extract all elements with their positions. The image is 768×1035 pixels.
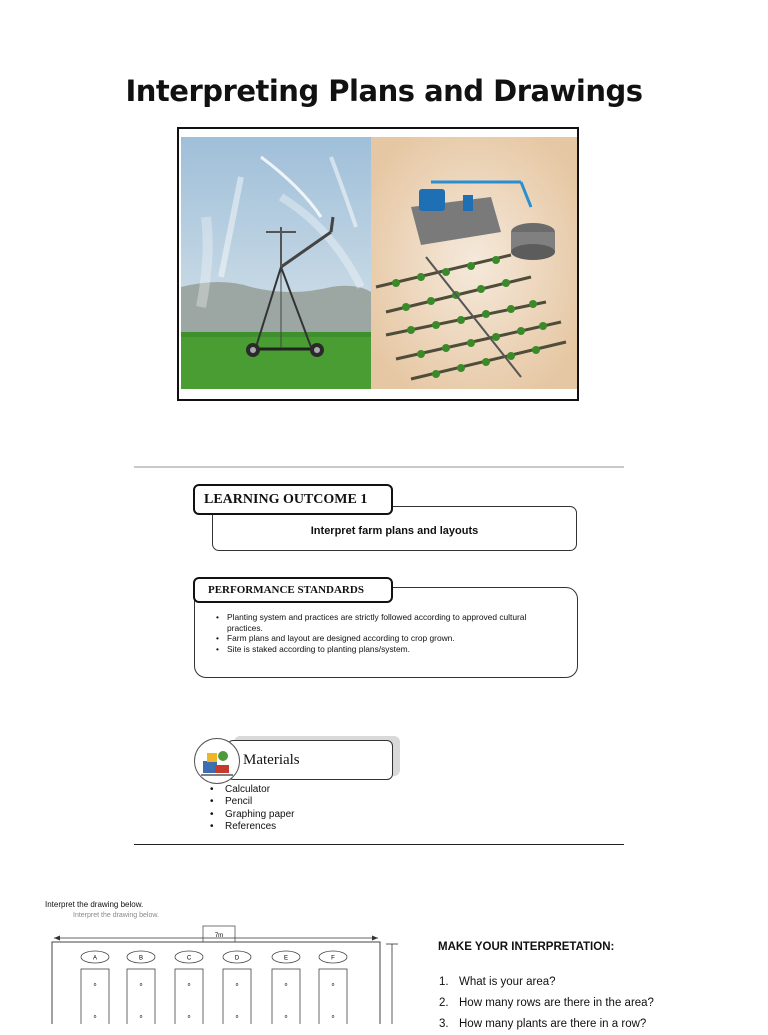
row-label: D xyxy=(234,955,240,962)
row-label: E xyxy=(283,955,289,962)
list-item: • Farm plans and layout are designed according to crop grown. xyxy=(216,633,556,644)
plant-mark: o xyxy=(284,982,288,988)
list-item: • References xyxy=(210,821,295,833)
question-list xyxy=(439,972,654,1035)
center-pivot-photo xyxy=(181,137,371,389)
exercise-instruction: Interpret the drawing below. xyxy=(45,900,144,909)
row-label: C xyxy=(186,955,192,962)
farm-plan-drawing xyxy=(40,922,410,1024)
irrigation-illustration xyxy=(181,137,577,393)
hero-image-frame xyxy=(177,127,579,401)
dimension-label: 7m xyxy=(214,933,224,939)
question-text: How many plants are there in a row? xyxy=(459,1018,647,1030)
exercise-instruction-faint: Interpret the drawing below. xyxy=(73,912,159,919)
materials-tools-icon xyxy=(194,738,240,784)
list-item: • Graphing paper xyxy=(210,809,295,821)
plant-mark: o xyxy=(235,982,239,988)
section-divider xyxy=(134,466,624,468)
page-title: Interpreting Plans and Drawings xyxy=(125,74,643,108)
question-number: 2. xyxy=(439,997,449,1009)
plant-mark: o xyxy=(93,1014,97,1020)
performance-standards-list xyxy=(216,612,556,654)
learning-outcome-tab xyxy=(193,484,393,515)
question-text: What is your area? xyxy=(459,976,556,988)
question-item xyxy=(439,993,654,1014)
drip-system-diagram xyxy=(371,137,577,389)
interpretation-heading: MAKE YOUR INTERPRETATION: xyxy=(438,941,615,953)
list-item: • Planting system and practices are strictly followed according to approved cultural practices. xyxy=(216,612,556,633)
materials-list xyxy=(210,784,295,834)
plant-mark: o xyxy=(139,982,143,988)
materials-heading: Materials xyxy=(243,752,300,768)
plant-mark: o xyxy=(187,982,191,988)
list-item: • Pencil xyxy=(210,796,295,808)
question-text: How many rows are there in the area? xyxy=(459,997,654,1009)
question-item xyxy=(439,1014,654,1035)
list-item: • Site is staked according to planting plans/system. xyxy=(216,644,556,655)
plant-mark: o xyxy=(187,1014,191,1020)
section-divider xyxy=(134,844,624,845)
question-number: 3. xyxy=(439,1018,449,1030)
question-item xyxy=(439,972,654,993)
performance-standards-heading: PERFORMANCE STANDARDS xyxy=(208,584,364,596)
row-label: A xyxy=(92,955,98,962)
performance-standards-tab xyxy=(193,577,393,603)
learning-outcome-text: Interpret farm plans and layouts xyxy=(310,525,479,537)
row-label: B xyxy=(138,955,144,962)
materials-box xyxy=(227,740,393,780)
plant-mark: o xyxy=(331,1014,335,1020)
row-label: F xyxy=(331,955,335,962)
plant-mark: o xyxy=(235,1014,239,1020)
plant-mark: o xyxy=(93,982,97,988)
list-item: • Calculator xyxy=(210,784,295,796)
learning-outcome-heading: LEARNING OUTCOME 1 xyxy=(204,492,368,507)
plant-mark: o xyxy=(139,1014,143,1020)
plant-mark: o xyxy=(331,982,335,988)
question-number: 1. xyxy=(439,976,449,988)
plant-mark: o xyxy=(284,1014,288,1020)
